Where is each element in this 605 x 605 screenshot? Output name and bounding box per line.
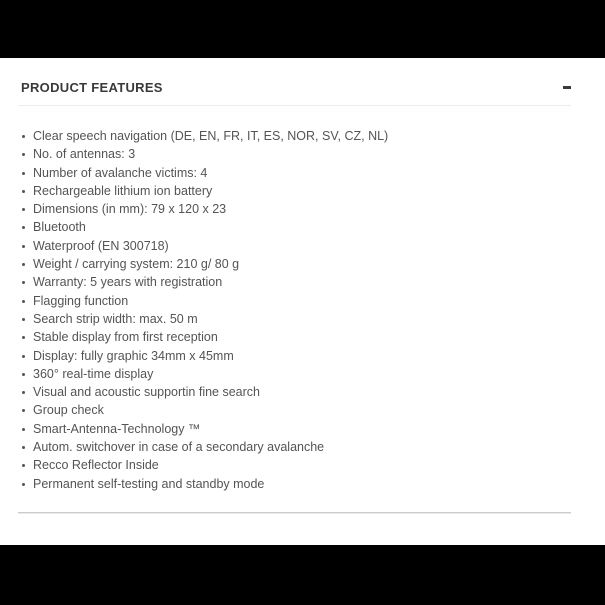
feature-item: [21, 145, 571, 163]
bullet-icon: [22, 391, 25, 394]
feature-item-label: Dimensions (in mm): 79 x 120 x 23: [33, 202, 227, 217]
bullet-icon: [22, 226, 25, 229]
collapse-button[interactable]: [563, 82, 571, 93]
bullet-icon: [22, 190, 25, 193]
bullet-icon: [22, 446, 25, 449]
feature-item: [21, 310, 571, 328]
feature-item: [21, 127, 571, 145]
feature-item-label: Stable display from first reception: [33, 330, 218, 345]
feature-item: [21, 237, 571, 255]
feature-item: [21, 255, 571, 273]
section-title: PRODUCT FEATURES: [21, 80, 163, 95]
bullet-icon: [22, 355, 25, 358]
bullet-icon: [22, 428, 25, 431]
feature-item: [21, 182, 571, 200]
feature-item: [21, 475, 571, 493]
bottom-black-bar: [0, 545, 605, 605]
feature-item-label: Warranty: 5 years with registration: [33, 275, 223, 290]
feature-item-label: Recco Reflector Inside: [33, 458, 159, 473]
feature-list: [18, 106, 571, 493]
feature-item-label: Visual and acoustic supportin fine search: [33, 385, 260, 400]
feature-item-label: Display: fully graphic 34mm x 45mm: [33, 348, 234, 363]
feature-item-label: Search strip width: max. 50 m: [33, 311, 198, 326]
feature-item: [21, 401, 571, 419]
feature-item-label: No. of antennas: 3: [33, 147, 136, 162]
feature-item-label: Flagging function: [33, 293, 129, 308]
bullet-icon: [22, 153, 25, 156]
feature-item-label: Group check: [33, 403, 104, 418]
section-header: [18, 58, 571, 95]
feature-item-label: Bluetooth: [33, 220, 86, 235]
product-features-section: [18, 58, 571, 514]
section-bottom-divider: [18, 512, 571, 514]
feature-item: [21, 347, 571, 365]
top-black-bar: [0, 0, 605, 58]
bullet-icon: [22, 263, 25, 266]
feature-item-label: Permanent self-testing and standby mode: [33, 476, 265, 491]
feature-item: [21, 273, 571, 291]
bullet-icon: [22, 281, 25, 284]
bullet-icon: [22, 483, 25, 486]
feature-item: [21, 218, 571, 236]
feature-item: [21, 292, 571, 310]
feature-item: [21, 328, 571, 346]
feature-item-label: Number of avalanche victims: 4: [33, 165, 208, 180]
feature-item: [21, 365, 571, 383]
feature-item-label: Rechargeable lithium ion battery: [33, 183, 213, 198]
feature-item-label: Weight / carrying system: 210 g/ 80 g: [33, 257, 240, 272]
bullet-icon: [22, 172, 25, 175]
bullet-icon: [22, 318, 25, 321]
feature-item-label: Autom. switchover in case of a secondary avalanche: [33, 440, 325, 455]
feature-item: [21, 438, 571, 456]
feature-item: [21, 420, 571, 438]
minus-icon: [563, 86, 571, 89]
feature-item-label: Clear speech navigation (DE, EN, FR, IT, ES, NOR, SV, CZ, NL): [33, 129, 389, 143]
feature-item-label: Smart-Antenna-Technology ™: [33, 421, 201, 436]
feature-item-label: 360° real-time display: [33, 366, 154, 381]
bullet-icon: [22, 135, 25, 138]
bullet-icon: [22, 245, 25, 248]
bullet-icon: [22, 409, 25, 412]
feature-item: [21, 164, 571, 182]
bullet-icon: [22, 464, 25, 467]
bullet-icon: [22, 300, 25, 303]
feature-item: [21, 200, 571, 218]
bullet-icon: [22, 373, 25, 376]
bullet-icon: [22, 336, 25, 339]
feature-item: [21, 456, 571, 474]
feature-item-label: Waterproof (EN 300718): [33, 238, 169, 253]
feature-item: [21, 383, 571, 401]
bullet-icon: [22, 208, 25, 211]
